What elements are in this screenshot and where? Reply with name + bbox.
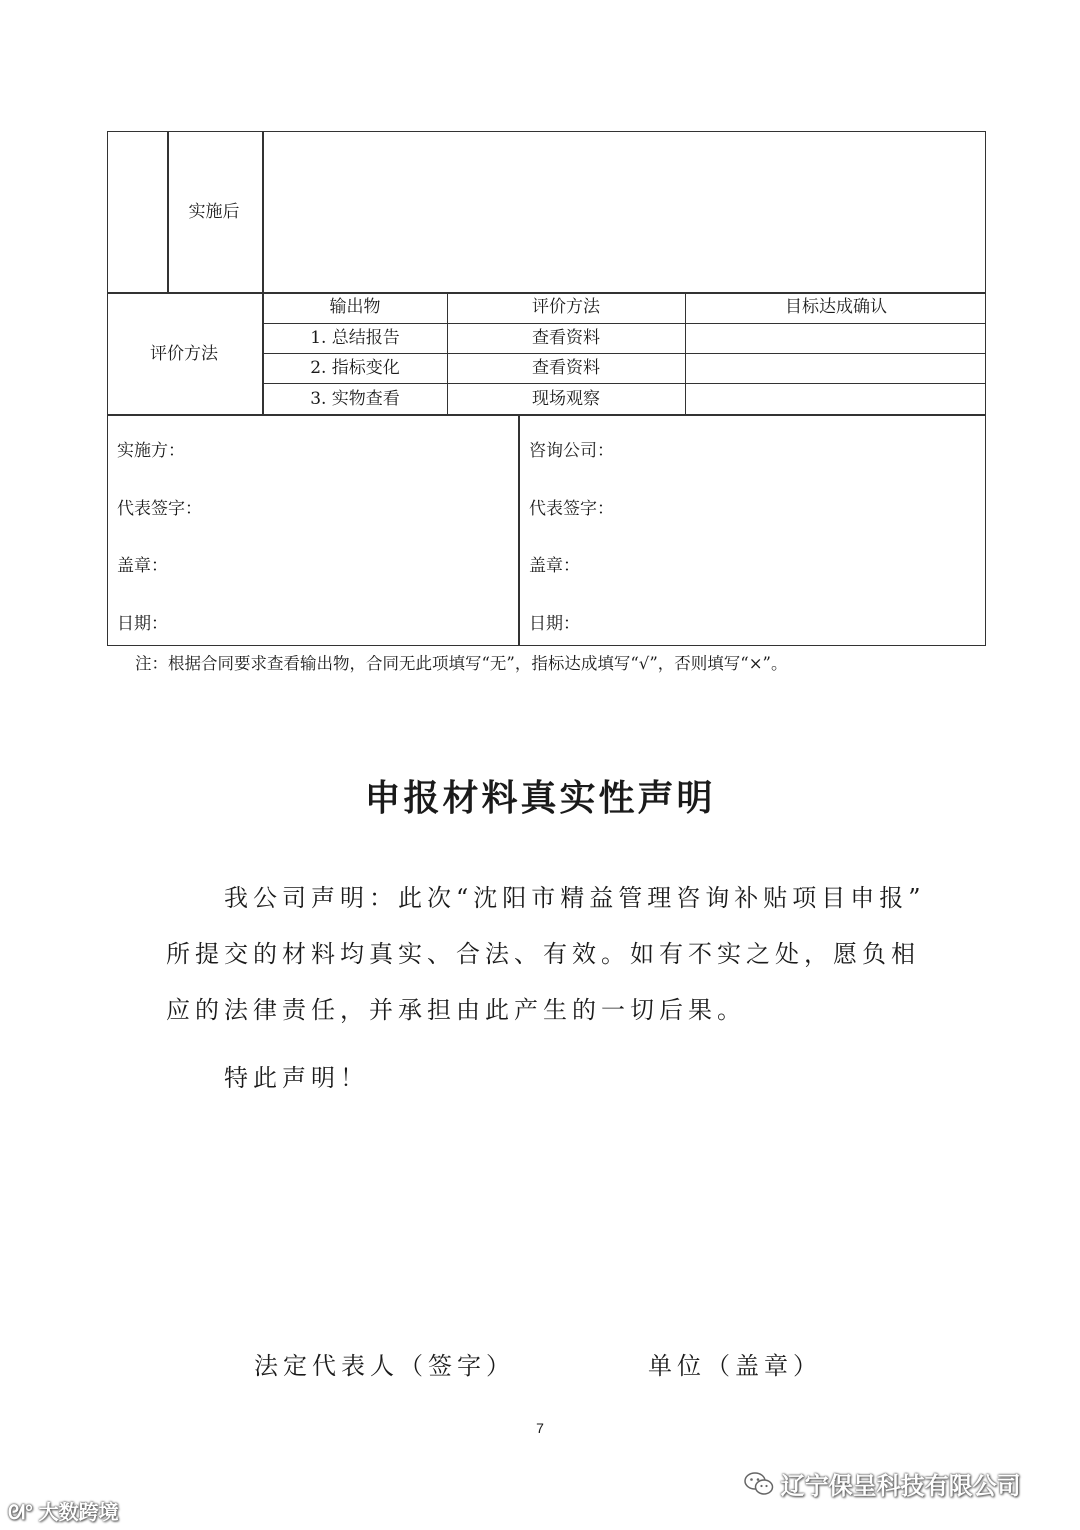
table-rule — [107, 414, 986, 416]
table-note: 注：根据合同要求查看输出物，合同无此项填写“无”，指标达成填写“√”，否则填写“×”。 — [135, 654, 788, 673]
seal-field: 盖章： — [529, 556, 580, 576]
watermark-right — [744, 1466, 1021, 1504]
wechat-icon — [744, 1471, 774, 1504]
rep-signature-field: 代表签字： — [117, 499, 202, 519]
legal-representative-signature: 法定代表人（签字） — [254, 1352, 515, 1380]
table-rule — [518, 414, 520, 646]
rep-signature-field: 代表签字： — [529, 499, 614, 519]
header-method: 评价方法 — [532, 297, 600, 317]
date-field: 日期： — [529, 614, 580, 634]
evaluation-method-label: 评价方法 — [150, 344, 218, 364]
page-number: 7 — [536, 1420, 544, 1436]
header-output: 输出物 — [329, 297, 381, 317]
after-implementation-label: 实施后 — [188, 202, 240, 222]
row-method: 现场观察 — [532, 389, 600, 409]
watermark-left — [8, 1496, 119, 1525]
row-output: 1. 总结报告 — [310, 328, 400, 348]
table-rule — [685, 292, 686, 414]
implementer-field: 实施方： — [117, 441, 185, 461]
table-rule — [167, 131, 169, 293]
header-confirm: 目标达成确认 — [785, 297, 887, 317]
watermark-logo-icon: ᘛ° — [8, 1502, 34, 1524]
seal-field: 盖章： — [117, 556, 168, 576]
row-method: 查看资料 — [532, 328, 600, 348]
row-method: 查看资料 — [532, 358, 600, 378]
consulting-company-field: 咨询公司： — [529, 441, 614, 461]
declaration-line: 我公司声明：此次“沈阳市精益管理咨询补贴项目申报” — [224, 884, 926, 912]
watermark-left-text: 大数跨境 — [38, 1502, 119, 1524]
declaration-title: 申报材料真实性声明 — [364, 777, 716, 819]
table-rule — [262, 383, 986, 384]
unit-seal: 单位（盖章） — [648, 1352, 822, 1380]
watermark-right-text: 辽宁保呈科技有限公司 — [780, 1473, 1021, 1500]
table-rule — [262, 323, 986, 324]
date-field: 日期： — [117, 614, 168, 634]
declaration-line: 所提交的材料均真实、合法、有效。如有不实之处，愿负相 — [166, 940, 920, 968]
declaration-line: 应的法律责任，并承担由此产生的一切后果。 — [166, 996, 746, 1024]
table-rule — [107, 292, 986, 294]
table-rule — [447, 292, 448, 414]
declaration-closing: 特此声明！ — [224, 1064, 369, 1092]
row-output: 2. 指标变化 — [310, 358, 400, 378]
table-rule — [262, 353, 986, 354]
row-output: 3. 实物查看 — [310, 389, 400, 409]
table-rule — [262, 131, 264, 415]
